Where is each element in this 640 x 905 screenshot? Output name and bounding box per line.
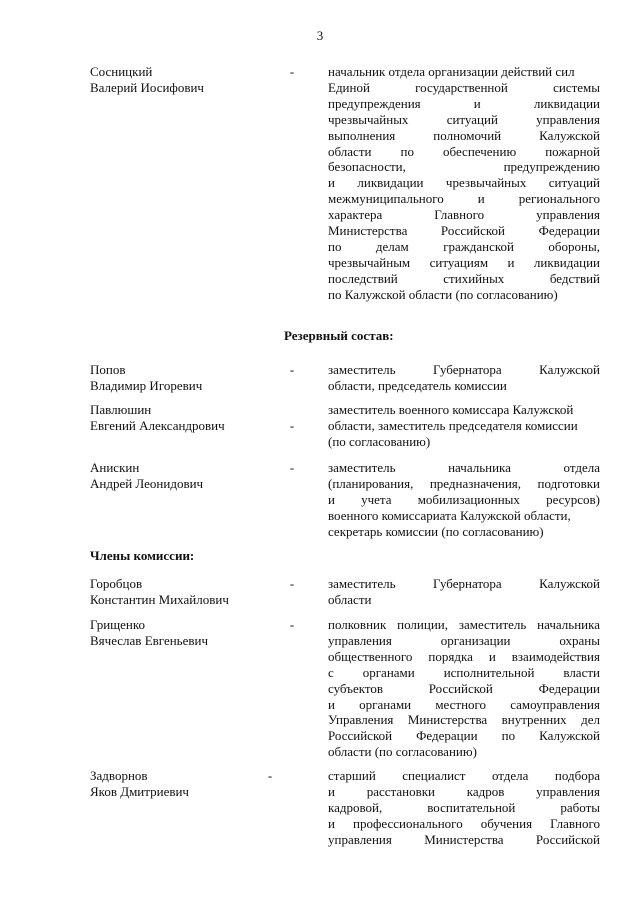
section-title-reserve: Резервный состав:	[284, 328, 394, 343]
section-title-members: Члены комиссии:	[90, 548, 195, 563]
position-line: выполнения полномочий Калужской	[328, 127, 600, 143]
position-line: субъектов Российской Федерации	[328, 680, 600, 696]
surname: Горобцов	[90, 576, 143, 591]
position-line: и профессионального обучения Главного	[328, 815, 600, 831]
position-line: секретарь комиссии (по согласованию)	[328, 523, 544, 539]
person-name	[90, 576, 280, 608]
surname: Задворнов	[90, 768, 148, 783]
surname: Грищенко	[90, 617, 146, 632]
position-line: и расстановки кадров управления	[328, 783, 600, 799]
dash-separator: -	[289, 418, 295, 433]
position-line: (по согласованию)	[328, 433, 431, 449]
surname: Анискин	[90, 460, 140, 475]
dash-separator: -	[289, 576, 295, 591]
position-line: (планирования, предназначения, подготовки	[328, 475, 600, 491]
dash-separator: -	[289, 362, 295, 377]
person-name	[90, 64, 280, 96]
person-name	[90, 362, 280, 394]
position-line: характера Главного управления	[328, 207, 600, 223]
person-name	[90, 402, 280, 434]
given-names: Евгений Александрович	[90, 418, 225, 433]
given-names: Вячеслав Евгеньевич	[90, 633, 208, 648]
position-line: Министерства Российской Федерации	[328, 223, 600, 239]
given-names: Владимир Игоревич	[90, 378, 203, 393]
position-line: по Калужской области (по согласованию)	[328, 286, 558, 302]
position-line: области (по согласованию)	[328, 744, 477, 760]
position-line: области по обеспечению пожарной	[328, 143, 600, 159]
position-line: с органами исполнительной власти	[328, 664, 600, 680]
position-description	[328, 460, 600, 540]
position-line: военного комиссариата Калужской области,	[328, 507, 571, 523]
given-names: Яков Дмитриевич	[90, 784, 189, 799]
position-line: Российской Федерации по Калужской	[328, 728, 600, 744]
position-line: управления организации охраны	[328, 632, 600, 648]
person-name	[90, 617, 280, 649]
dash-separator: -	[289, 460, 295, 475]
position-line: и органами местного самоуправления	[328, 696, 600, 712]
surname: Попов	[90, 362, 126, 377]
person-name	[90, 460, 280, 492]
position-line: по делам гражданской обороны,	[328, 238, 600, 254]
position-description	[328, 617, 600, 760]
position-line: области, председатель комиссии	[328, 377, 507, 393]
position-line: межмуниципального и регионального	[328, 191, 600, 207]
position-line: заместитель Губернатора Калужской	[328, 576, 600, 591]
position-line: заместитель начальника отдела	[328, 460, 600, 475]
surname: Сосницкий	[90, 64, 153, 79]
position-line: области	[328, 591, 372, 607]
person-name	[90, 768, 280, 800]
position-line: управления Министерства Российской	[328, 831, 600, 847]
position-line: общественного порядка и взаимодействия	[328, 648, 600, 664]
position-description	[328, 362, 600, 394]
position-line: заместитель Губернатора Калужской	[328, 362, 600, 377]
position-line: начальник отдела организации действий сил	[328, 64, 575, 79]
position-description	[328, 64, 600, 303]
position-line: кадровой, воспитательной работы	[328, 799, 600, 815]
position-line: старший специалист отдела подбора	[328, 768, 600, 783]
position-description	[328, 402, 600, 450]
position-line: последствий стихийных бедствий	[328, 270, 600, 286]
given-names: Константин Михайлович	[90, 592, 229, 607]
position-line: предупреждения и ликвидации	[328, 95, 600, 111]
position-description	[328, 576, 600, 608]
dash-separator: -	[289, 617, 295, 632]
position-line: и учета мобилизационных ресурсов)	[328, 491, 600, 507]
position-line: Единой государственной системы	[328, 79, 600, 95]
page-number: 3	[316, 28, 324, 43]
position-description	[328, 768, 600, 848]
position-line: области, заместитель председателя комиссии	[328, 417, 578, 433]
surname: Павлюшин	[90, 402, 152, 417]
dash-separator: -	[267, 768, 273, 783]
given-names: Валерий Иосифович	[90, 80, 204, 95]
position-line: и ликвидации чрезвычайных ситуаций	[328, 175, 600, 191]
dash-separator: -	[289, 64, 295, 79]
position-line: заместитель военного комиссара Калужской	[328, 402, 574, 417]
position-line: полковник полиции, заместитель начальника	[328, 617, 600, 632]
position-line: безопасности, предупреждению	[328, 159, 600, 175]
position-line: чрезвычайных ситуаций управления	[328, 111, 600, 127]
position-line: Управления Министерства внутренних дел	[328, 712, 600, 728]
position-line: чрезвычайным ситуациям и ликвидации	[328, 254, 600, 270]
given-names: Андрей Леонидович	[90, 476, 204, 491]
